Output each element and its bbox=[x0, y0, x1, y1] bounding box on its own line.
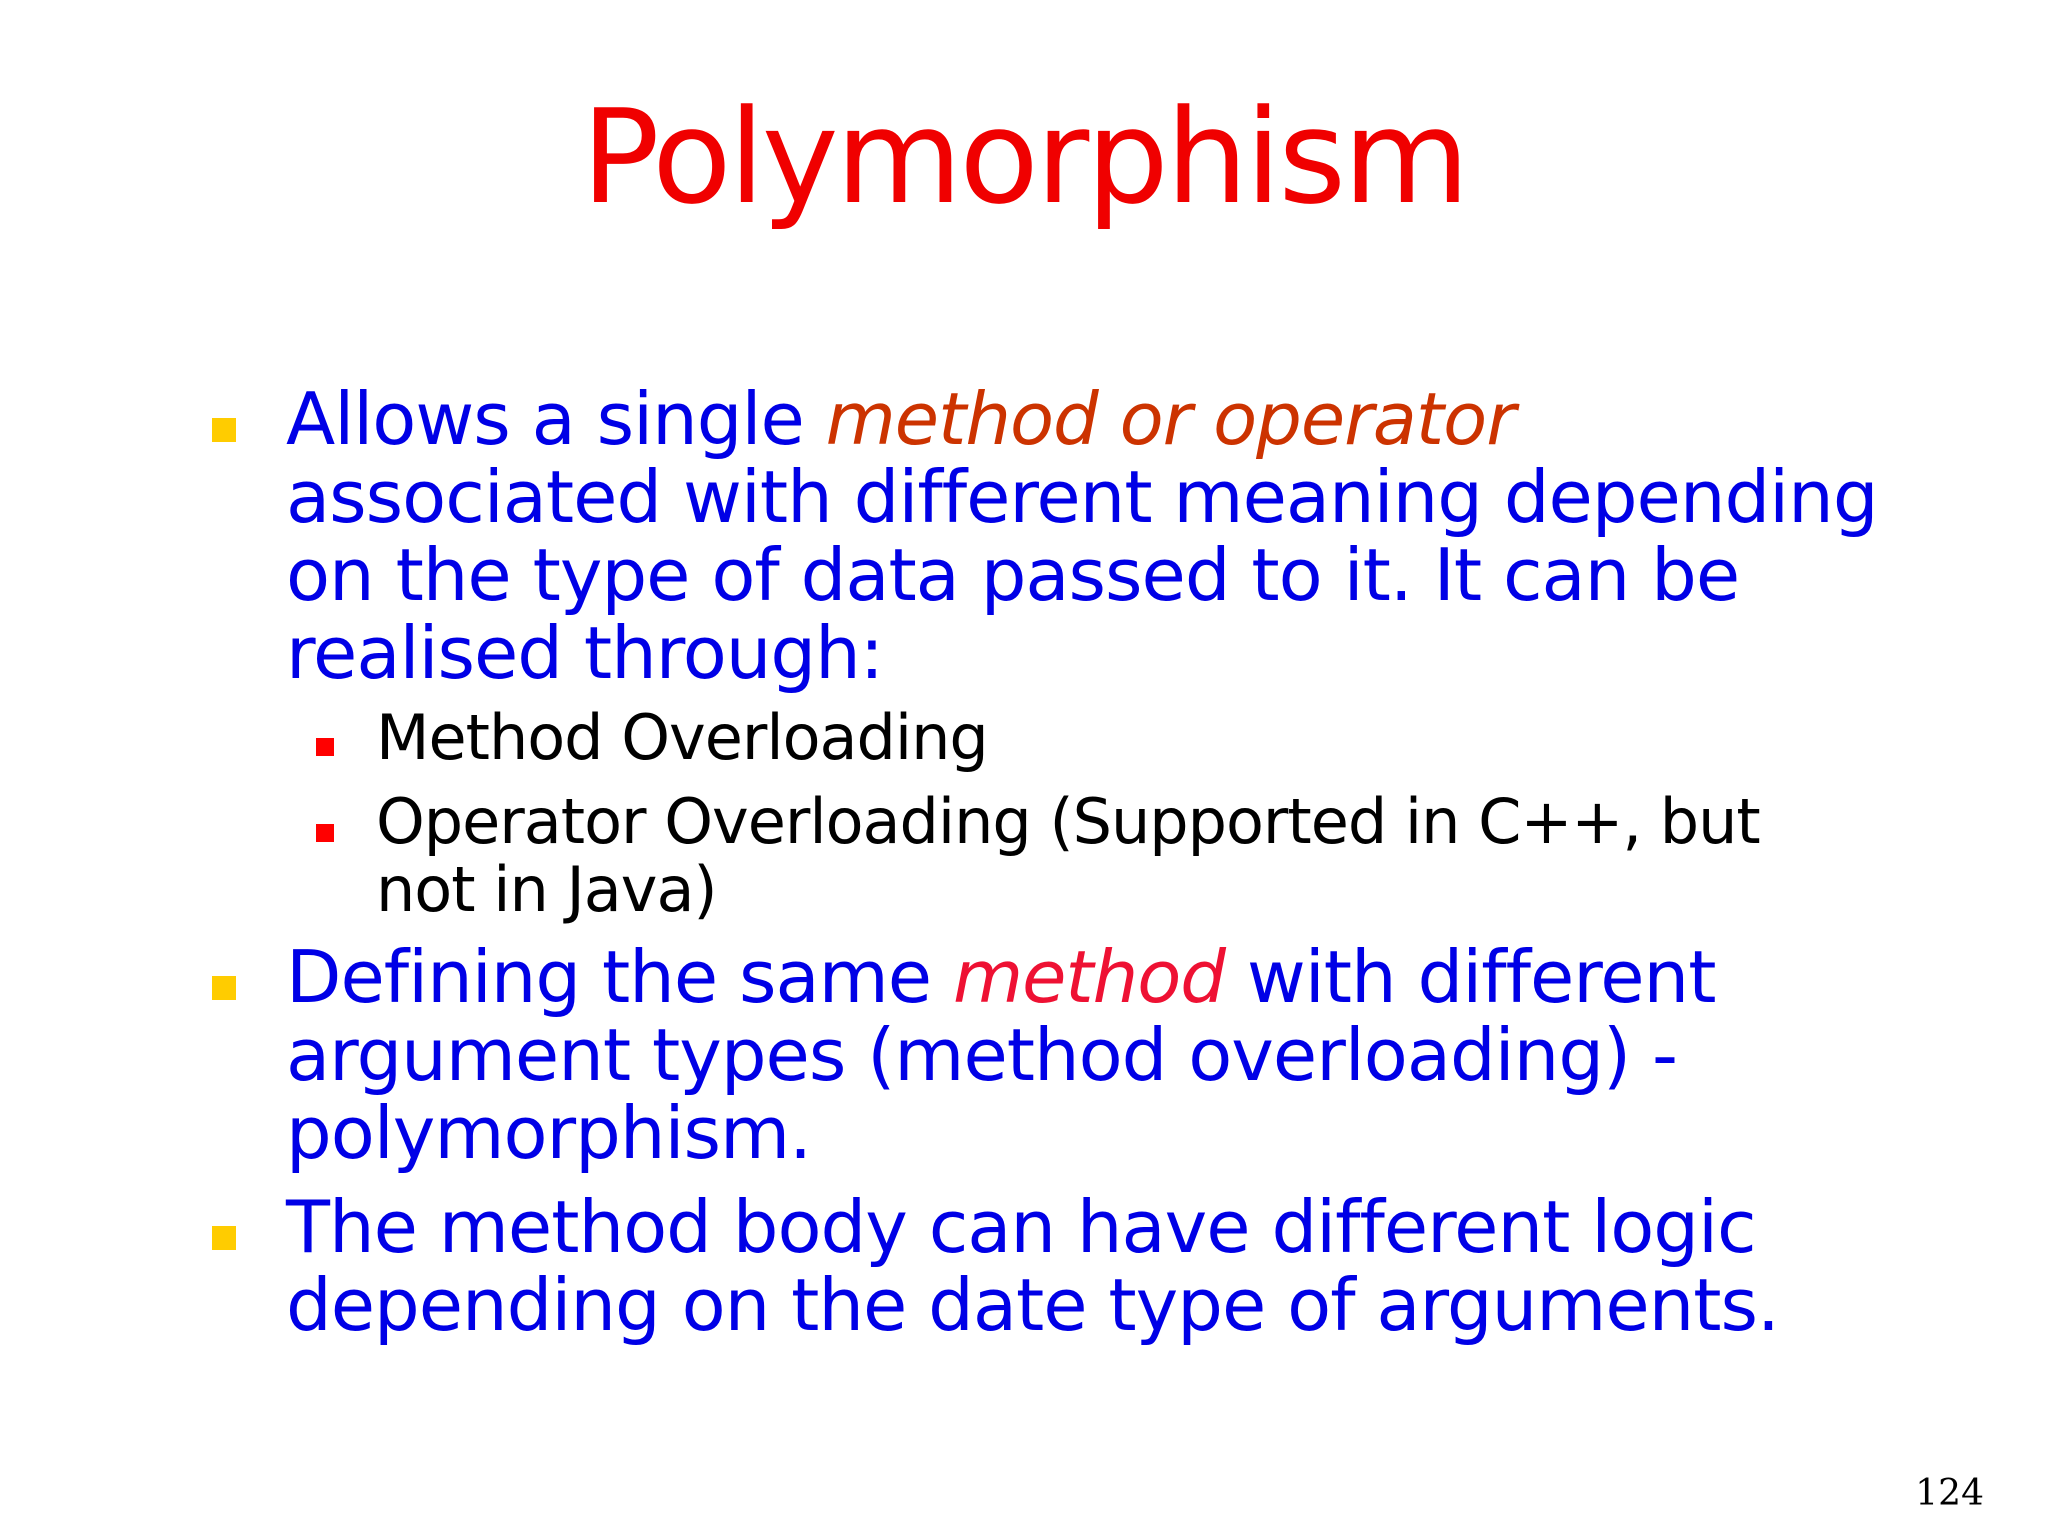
sub-bullet-1: Method Overloading bbox=[376, 701, 988, 774]
bullet-1-line-4: realised through: bbox=[286, 611, 884, 695]
bullet-marker-1 bbox=[212, 418, 236, 442]
slide-title: Polymorphism bbox=[581, 81, 1467, 233]
bullet-2-line-1-suffix: with different bbox=[1225, 935, 1716, 1019]
page-number: 124 bbox=[1915, 1473, 1984, 1514]
bullet-3-line-2: depending on the date type of arguments. bbox=[286, 1263, 1779, 1347]
bullet-1-line-1-text: Allows a single bbox=[286, 377, 826, 461]
bullet-1-line-1 bbox=[286, 377, 1515, 461]
bullet-1-line-3: on the type of data passed to it. It can be bbox=[286, 533, 1740, 617]
sub-bullet-marker-2 bbox=[316, 824, 334, 842]
bullet-2-line-2: argument types (method overloading) - bbox=[286, 1013, 1677, 1097]
bullet-2-emphasis: method bbox=[952, 935, 1226, 1019]
bullet-2-line-3: polymorphism. bbox=[286, 1091, 812, 1175]
sub-bullet-2-line-2: not in Java) bbox=[376, 853, 717, 926]
sub-bullet-2-line-1: Operator Overloading (Supported in C++, but bbox=[376, 785, 1760, 858]
bullet-1-emphasis: method or operator bbox=[825, 377, 1515, 461]
bullet-marker-3 bbox=[212, 1226, 236, 1250]
bullet-2-line-1 bbox=[286, 935, 1716, 1019]
bullet-3-line-1: The method body can have different logic bbox=[286, 1185, 1756, 1269]
bullet-1-line-2: associated with different meaning depending bbox=[286, 455, 1878, 539]
bullet-2-line-1-prefix: Defining the same bbox=[286, 935, 953, 1019]
bullet-marker-2 bbox=[212, 976, 236, 1000]
sub-bullet-marker-1 bbox=[316, 738, 334, 756]
